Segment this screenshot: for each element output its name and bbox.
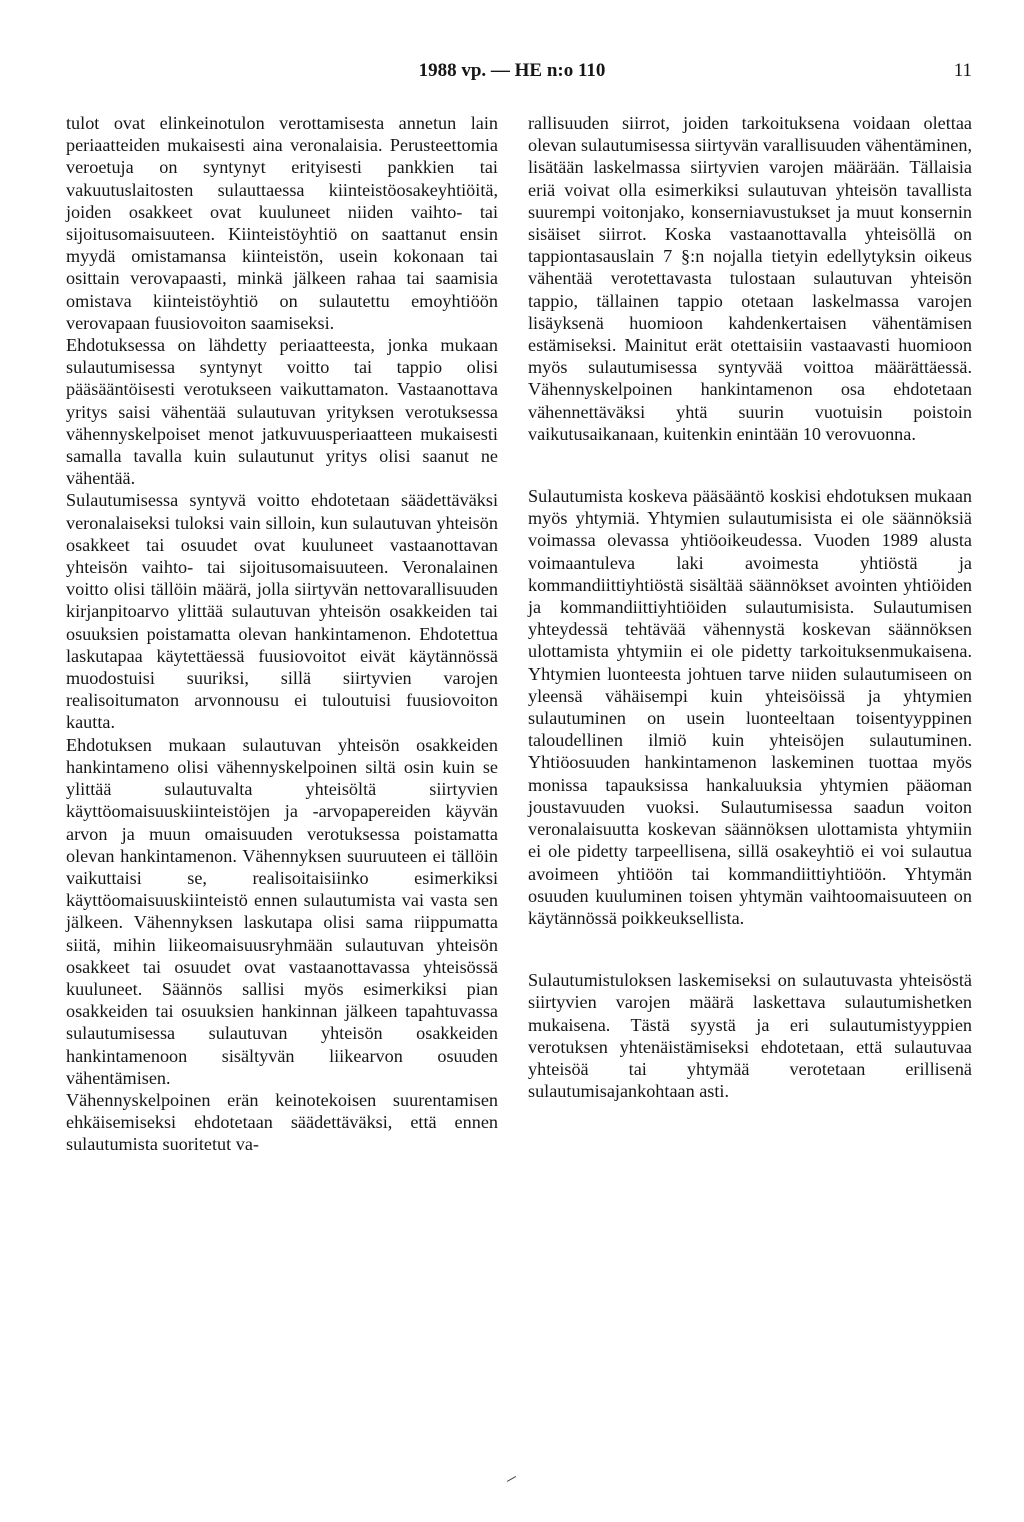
paragraph: Sulautumista koskeva pääsääntö koskisi ehdotuksen mukaan myös yhtymiä. Yhtymien sulautumisista ei ole säännöksiä voimassa olevassa yhtiöoikeudessa. Vuoden 1989 alusta voimaantuleva laki avoimesta yhtiöstä ja kommandiittiyhtiöstä sisältää säännökset avointen yhtiöiden ja kommandiittiyhtiöiden sulautumisista. Sulautumisen yhteydessä tehtävää vähennystä koskevan säännöksen ulottamista yhtymiin ei ole pidetty tarkoituksenmukaisena. Yhtymien luonteesta johtuen tarve niiden sulautumiseen on yleensä vähäisempi kuin yhteisöissä ja yhtymien sulautuminen on usein luonteeltaan toisentyyppinen taloudellinen ilmiö kuin yhteisöjen sulautuminen. Yhtiöosuuden hankintamenon laskeminen tuottaa myös monissa tapauksissa hankaluuksia yhtymien pääoman joustavuuden vuoksi. Sulautumisessa saadun voiton veronalaisuutta koskevan säännöksen ulottamista yhtymiin ei ole pidetty tarpeellisena, sillä osakeyhtiö ei voi sulautua avoimeen yhtiöön tai kommandiittiyhtiöön. Yhtymän osuuden kuuluminen toisen yhtymän vaihtoomaisuuteen on käytännössä poikkeuksellista. [528,486,972,928]
page-header [0,60,1024,88]
stray-mark [507,1476,519,1487]
paragraph: rallisuuden siirrot, joiden tarkoituksena voidaan olettaa olevan sulautumisessa siirtyvän varallisuuden vähentäminen, lisätään laskelmassa siirtyvien varojen määrään. Tällaisia eriä voivat olla esimerkiksi sulautuvan yhteisön tavallista suurempi voitonjako, konserniavustukset ja muut konsernin sisäiset siirrot. Koska vastaanottavalla yhteisöllä on tappiontasauslain 7 §:n nojalla tietyin edellytyksin oikeus vähentää verotettavasta tulostaan sulautuvan yhteisön tappio, tällainen tappio otetaan laskelmassa varojen lisäyksenä huomioon kahdenkertaisen vähentämisen estämiseksi. Mainitut erät otettaisiin vastaavasti huomioon myös sulautumisessa syntyvää voittoa määrättäessä. Vähennyskelpoinen hankintamenon osa ehdotetaan vähennettäväksi yhtä suurin vuotuisin poistoin vaikutusaikanaan, kuitenkin enintään 10 verovuonna. [528,113,972,444]
page-number: 11 [953,60,972,81]
paragraph: Vähennyskelpoinen erän keinotekoisen suurentamisen ehkäisemiseksi ehdotetaan säädettäväksi, että ennen sulautumista suoritetut va- [66,1089,498,1155]
running-title: 1988 vp. — HE n:o 110 [418,60,606,81]
paragraph: tulot ovat elinkeinotulon verottamisesta annetun lain periaatteiden mukaisesti aina veronalaisia. Perusteettomia veroetuja on syntynyt erityisesti pankkien tai vakuutuslaitosten sulauttaessa kiinteistöosakeyhtiöitä, joiden osakkeet ovat kuuluneet niiden vaihto- tai sijoitusomaisuuteen. Kiinteistöyhtiö on saattanut ensin myydä omistamansa kiinteistön, usein kokonaan tai osittain verovapaasti, minkä jälkeen rahaa tai saamisia omistava kiinteistöyhtiö on sulautettu emoyhtiöön verovapaan fuusiovoiton saamiseksi. [66,113,498,333]
paragraph: Ehdotuksen mukaan sulautuvan yhteisön osakkeiden hankintameno olisi vähennyskelpoinen siltä osin kuin se ylittää sulautuvalta yhteisöltä siirtyvien käyttöomaisuuskiinteistöjen ja -arvopapereiden käyvän arvon ja muun omaisuuden verotuksessa poistamatta olevan hankintamenon. Vähennyksen suuruuteen ei tällöin vaikuttaisi se, realisoitaisiinko esimerkiksi käyttöomaisuuskiinteistö ennen sulautumista vai vasta sen jälkeen. Vähennyksen laskutapa olisi sama riippumatta siitä, mihin liikeomaisuusryhmään sulautuvan yhteisön osakkeet tai osuudet ovat vastaanottavassa yhteisössä kuuluneet. Säännös sallisi myös esimerkiksi pian osakkeiden tai osuuksien hankinnan jälkeen tapahtuvassa sulautumisessa sulautuvan yhteisön osakkeiden hankintamenoon sisältyvän liikearvon osuuden vähentämisen. [66,734,498,1088]
left-column [66,112,498,1156]
right-column [528,112,972,1102]
paragraph: Sulautumistuloksen laskemiseksi on sulautuvasta yhteisöstä siirtyvien varojen määrä laskettava sulautumishetken mukaisena. Tästä syystä ja eri sulautumistyyppien verotuksen yhtenäistämiseksi ehdotetaan, että sulautuvaa yhteisöä tai yhtymää verotetaan erillisenä sulautumisajankohtaan asti. [528,970,972,1102]
paragraph: Sulautumisessa syntyvä voitto ehdotetaan säädettäväksi veronalaiseksi tuloksi vain silloin, kun sulautuvan yhteisön osakkeet tai osuudet ovat kuuluneet vastaanottavan yhteisön vaihto- tai sijoitusomaisuuteen. Veronalainen voitto olisi tällöin määrä, jolla siirtyvän nettovarallisuuden kirjanpitoarvo ylittää sulautuvan yhteisön osakkeiden tai osuuksien poistamatta olevan hankintamenon. Ehdotettua laskutapaa käytettäessä fuusiovoitot eivät käytännössä muodostuisi suuriksi, sillä siirtyvien varojen realisoitumaton arvonnousu ei tuloutuisi fuusiovoiton kautta. [66,490,498,733]
paragraph: Ehdotuksessa on lähdetty periaatteesta, jonka mukaan sulautumisessa syntynyt voitto tai tappio olisi pääsääntöisesti verotukseen vaikuttamaton. Vastaanottava yritys saisi vähentää sulautuvan yrityksen verotuksessa vähennyskelpoiset menot jatkuvuusperiaatteen mukaisesti samalla tavalla kuin sulautunut yritys olisi saanut ne vähentää. [66,335,498,489]
